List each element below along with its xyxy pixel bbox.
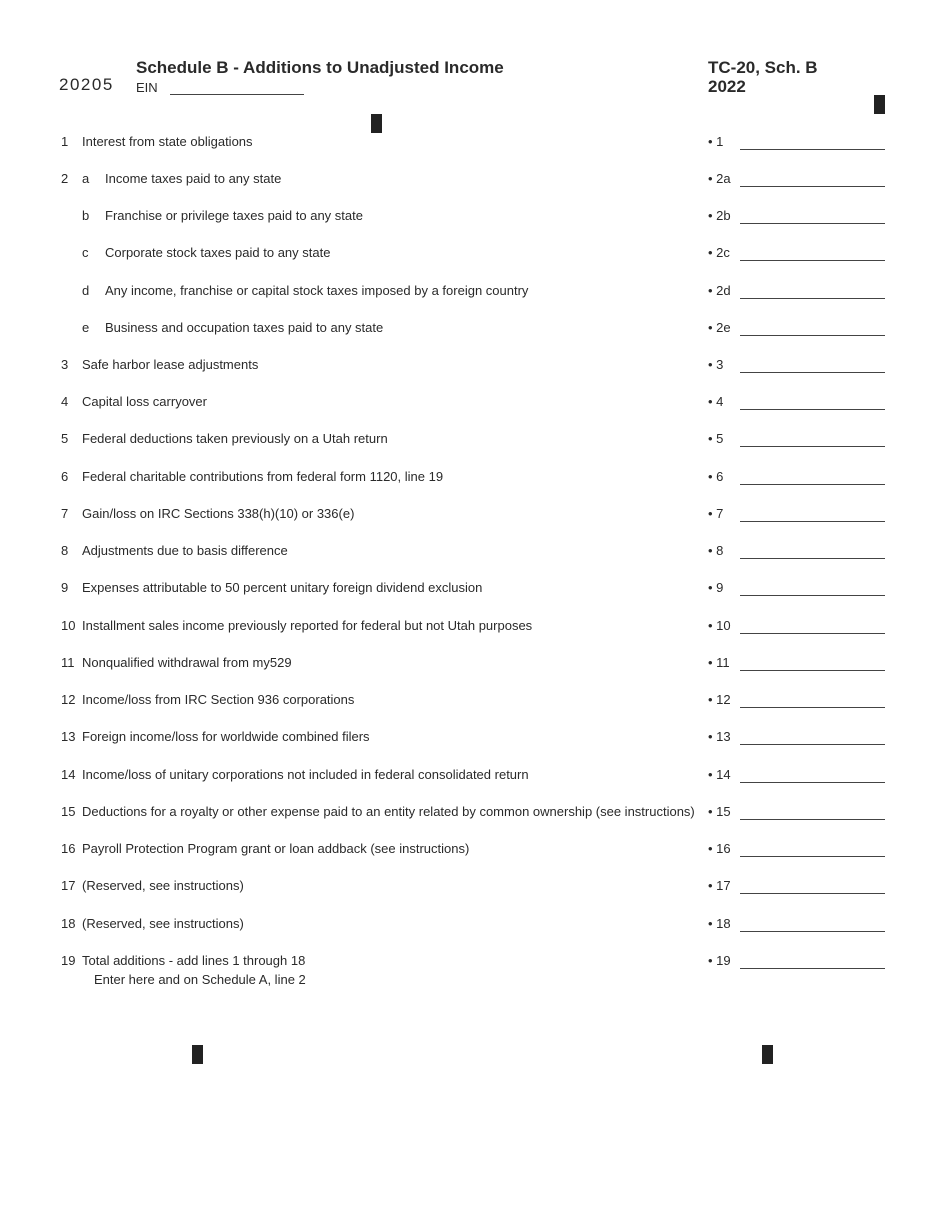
line-label: • 2a <box>708 171 731 186</box>
form-identifier <box>708 58 818 96</box>
line-label: • 2d <box>708 283 731 298</box>
line-label: • 7 <box>708 506 724 521</box>
line-number: 14 <box>61 767 76 782</box>
line-description: (Reserved, see instructions) <box>82 916 244 931</box>
form-code: 20205 <box>59 75 114 94</box>
form-line <box>0 767 950 787</box>
line-description: Foreign income/loss for worldwide combined filers <box>82 729 370 744</box>
amount-input[interactable] <box>740 558 885 559</box>
sub-letter: e <box>82 320 90 335</box>
scan-mark-top-right <box>874 95 885 114</box>
form-line <box>0 283 950 303</box>
amount-input[interactable] <box>740 186 885 187</box>
line-description: Any income, franchise or capital stock taxes imposed by a foreign country <box>105 283 529 298</box>
form-line <box>0 841 950 861</box>
amount-input[interactable] <box>740 707 885 708</box>
line-label: • 16 <box>708 841 731 856</box>
form-line <box>0 357 950 377</box>
form-line <box>0 953 950 993</box>
amount-input[interactable] <box>740 595 885 596</box>
amount-input[interactable] <box>740 744 885 745</box>
line-description: Income/loss from IRC Section 936 corporations <box>82 692 355 707</box>
line-label: • 9 <box>708 580 724 595</box>
line-number: 11 <box>61 655 75 670</box>
form-line <box>0 431 950 451</box>
amount-input[interactable] <box>740 670 885 671</box>
scan-mark-top-center <box>371 114 382 133</box>
form-line <box>0 171 950 191</box>
line-description: Capital loss carryover <box>82 394 207 409</box>
sub-letter: d <box>82 283 90 298</box>
amount-input[interactable] <box>740 484 885 485</box>
line-description: Interest from state obligations <box>82 134 253 149</box>
line-number: 9 <box>61 580 69 595</box>
amount-input[interactable] <box>740 633 885 634</box>
line-description: Safe harbor lease adjustments <box>82 357 259 372</box>
amount-input[interactable] <box>740 931 885 932</box>
form-line <box>0 580 950 600</box>
line-description: Federal charitable contributions from federal form 1120, line 19 <box>82 469 444 484</box>
form-line <box>0 134 950 154</box>
line-description: Franchise or privilege taxes paid to any state <box>105 208 363 223</box>
line-number: 12 <box>61 692 76 707</box>
ein-label: EIN <box>136 80 158 95</box>
form-line <box>0 245 950 265</box>
line-description: Installment sales income previously reported for federal but not Utah purposes <box>82 618 533 633</box>
form-line <box>0 618 950 638</box>
line-number: 16 <box>61 841 76 856</box>
form-line <box>0 469 950 489</box>
form-line <box>0 506 950 526</box>
sub-letter: b <box>82 208 90 223</box>
line-description: Gain/loss on IRC Sections 338(h)(10) or 336(e) <box>82 506 355 521</box>
line-label: • 10 <box>708 618 731 633</box>
amount-input[interactable] <box>740 409 885 410</box>
form-line <box>0 394 950 414</box>
amount-input[interactable] <box>740 856 885 857</box>
line-description: Nonqualified withdrawal from my529 <box>82 655 292 670</box>
line-description: Expenses attributable to 50 percent unitary foreign dividend exclusion <box>82 580 483 595</box>
amount-input[interactable] <box>740 521 885 522</box>
line-label: • 2e <box>708 320 731 335</box>
scan-mark-bottom-right <box>762 1045 773 1064</box>
line-label: • 2c <box>708 245 730 260</box>
line-number: 13 <box>61 729 76 744</box>
amount-input[interactable] <box>740 223 885 224</box>
line-number: 18 <box>61 916 76 931</box>
scan-mark-bottom-left <box>192 1045 203 1064</box>
total-amount-input[interactable] <box>740 968 885 969</box>
line-number: 1 <box>61 134 69 149</box>
line-label: • 6 <box>708 469 724 484</box>
line-number: 10 <box>61 618 76 633</box>
line-description-continued: Enter here and on Schedule A, line 2 <box>94 972 306 987</box>
sub-letter: a <box>82 171 90 186</box>
line-description: (Reserved, see instructions) <box>82 878 244 893</box>
line-label: • 2b <box>708 208 731 223</box>
form-line <box>0 916 950 936</box>
line-label: • 3 <box>708 357 724 372</box>
line-description: Federal deductions taken previously on a Utah return <box>82 431 388 446</box>
form-line <box>0 655 950 675</box>
line-number: 3 <box>61 357 69 372</box>
line-label: • 18 <box>708 916 731 931</box>
form-id-label: TC-20, Sch. B <box>708 58 818 77</box>
line-label: • 19 <box>708 953 731 968</box>
line-label: • 4 <box>708 394 724 409</box>
form-line <box>0 320 950 340</box>
amount-input[interactable] <box>740 335 885 336</box>
line-number: 7 <box>61 506 69 521</box>
amount-input[interactable] <box>740 446 885 447</box>
form-line <box>0 208 950 228</box>
form-line <box>0 878 950 898</box>
line-number: 19 <box>61 953 76 968</box>
line-number: 17 <box>61 878 76 893</box>
line-description: Adjustments due to basis difference <box>82 543 288 558</box>
line-description: Corporate stock taxes paid to any state <box>105 245 331 260</box>
line-number: 15 <box>61 804 76 819</box>
amount-input[interactable] <box>740 819 885 820</box>
line-label: • 5 <box>708 431 724 446</box>
amount-input[interactable] <box>740 149 885 150</box>
tax-year: 2022 <box>708 77 746 96</box>
line-description: Income/loss of unitary corporations not included in federal consolidated return <box>82 767 529 782</box>
line-number: 6 <box>61 469 69 484</box>
line-description: Deductions for a royalty or other expense paid to an entity related by common ownership (see instructions) <box>82 804 695 819</box>
form-line <box>0 543 950 563</box>
line-number: 8 <box>61 543 69 558</box>
line-number: 2 <box>61 171 69 186</box>
line-description: Payroll Protection Program grant or loan addback (see instructions) <box>82 841 470 856</box>
line-label: • 8 <box>708 543 724 558</box>
line-description: Income taxes paid to any state <box>105 171 282 186</box>
schedule-title: Schedule B - Additions to Unadjusted Income <box>136 58 504 77</box>
amount-input[interactable] <box>740 298 885 299</box>
line-label: • 14 <box>708 767 731 782</box>
line-description: Total additions - add lines 1 through 18 <box>82 953 306 968</box>
line-description: Business and occupation taxes paid to any state <box>105 320 384 335</box>
line-label: • 17 <box>708 878 731 893</box>
line-label: • 15 <box>708 804 731 819</box>
amount-input[interactable] <box>740 260 885 261</box>
form-line <box>0 804 950 824</box>
amount-input[interactable] <box>740 782 885 783</box>
line-label: • 11 <box>708 655 730 670</box>
line-label: • 13 <box>708 729 731 744</box>
line-label: • 1 <box>708 134 724 149</box>
form-line <box>0 692 950 712</box>
ein-field[interactable] <box>170 94 304 95</box>
line-label: • 12 <box>708 692 731 707</box>
amount-input[interactable] <box>740 893 885 894</box>
line-number: 5 <box>61 431 69 446</box>
amount-input[interactable] <box>740 372 885 373</box>
line-number: 4 <box>61 394 69 409</box>
sub-letter: c <box>82 245 89 260</box>
form-line <box>0 729 950 749</box>
